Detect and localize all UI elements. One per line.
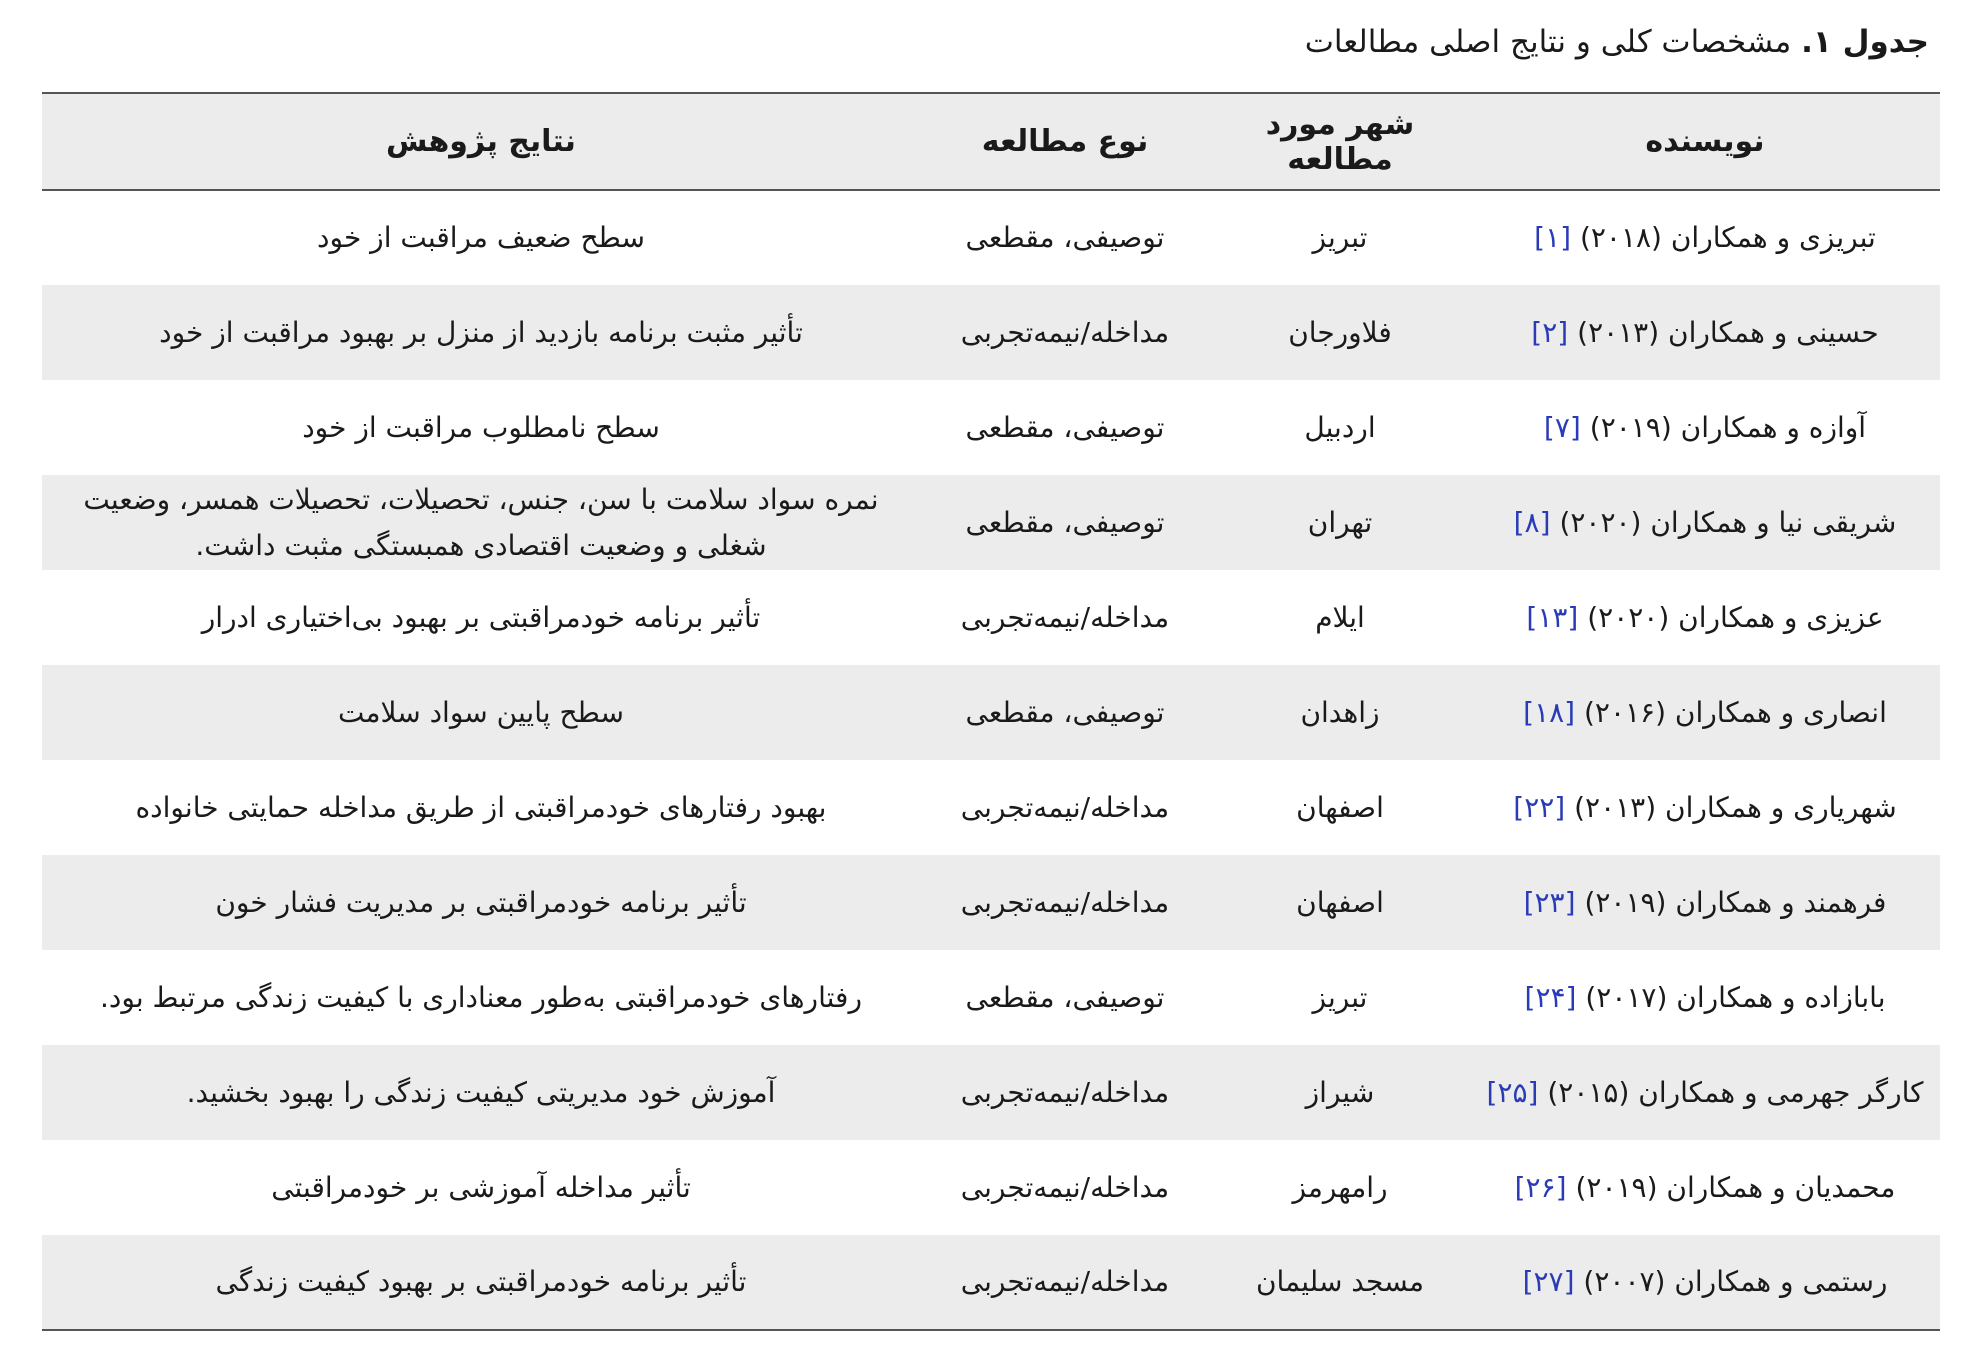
table-body <box>42 190 1940 1330</box>
city-cell: اردبیل <box>1304 410 1376 444</box>
author-name: آوازه و همکاران (۲۰۱۹) <box>1589 410 1867 444</box>
table-row <box>42 855 1940 950</box>
city-cell: اصفهان <box>1296 790 1384 824</box>
table-row <box>42 760 1940 855</box>
header-city: شهر مورد مطالعه <box>1265 106 1415 177</box>
author-name: حسینی و همکاران (۲۰۱۳) <box>1577 315 1879 349</box>
study-type-cell: توصیفی، مقطعی <box>965 410 1165 444</box>
result-cell: تأثیر مثبت برنامه بازدید از منزل بر بهبود مراقبت از خود <box>159 315 803 349</box>
table-row <box>42 1140 1940 1235</box>
city-cell: اصفهان <box>1296 885 1384 919</box>
city-cell: تبریز <box>1312 980 1368 1014</box>
caption-text: مشخصات کلی و نتایج اصلی مطالعات <box>1304 24 1802 60</box>
study-type-cell: توصیفی، مقطعی <box>965 695 1165 729</box>
author-name: بابازاده و همکاران (۲۰۱۷) <box>1585 980 1886 1014</box>
author-cell <box>1470 1235 1940 1330</box>
city-cell: زاهدان <box>1300 695 1380 729</box>
study-type-cell: مداخله/نیمه‌تجربی <box>960 790 1170 824</box>
reference-link[interactable]: [۲۲] <box>1513 790 1566 824</box>
reference-link[interactable]: [۲۵] <box>1486 1075 1539 1109</box>
study-type-cell: مداخله/نیمه‌تجربی <box>960 315 1170 349</box>
author-name: تبریزی و همکاران (۲۰۱۸) <box>1579 221 1876 254</box>
table-row <box>42 1045 1940 1140</box>
study-type-cell: مداخله/نیمه‌تجربی <box>960 885 1170 919</box>
city-cell: تبریز <box>1312 221 1368 254</box>
author-cell <box>1470 665 1940 760</box>
table-caption <box>1305 22 1929 62</box>
study-type-cell: مداخله/نیمه‌تجربی <box>960 1170 1170 1204</box>
table-row <box>42 285 1940 380</box>
header-author: نویسنده <box>1645 124 1765 159</box>
studies-table <box>42 92 1940 1331</box>
city-cell: مسجد سلیمان <box>1255 1265 1425 1298</box>
city-cell: تهران <box>1307 505 1373 539</box>
table-row <box>42 380 1940 475</box>
author-cell <box>1470 475 1940 570</box>
author-cell <box>1470 855 1940 950</box>
author-name: فرهمند و همکاران (۲۰۱۹) <box>1584 885 1887 919</box>
city-cell: فلاورجان <box>1288 315 1392 349</box>
result-cell: تأثیر برنامه خودمراقبتی بر بهبود کیفیت زندگی <box>215 1265 747 1298</box>
result-cell: سطح ضعیف مراقبت از خود <box>317 221 645 254</box>
result-cell: تأثیر برنامه خودمراقبتی بر بهبود بی‌اختیاری ادرار <box>201 600 761 634</box>
result-cell: نمره سواد سلامت با سن، جنس، تحصیلات، تحصیلات همسر، وضعیت شغلی و وضعیت اقتصادی همبستگی مثبت داشت. <box>83 482 879 562</box>
reference-link[interactable]: [۲۶] <box>1514 1170 1567 1204</box>
caption-label: جدول ۱. <box>1801 24 1929 60</box>
city-cell: ایلام <box>1315 600 1365 634</box>
reference-link[interactable]: [۲۳] <box>1523 885 1576 919</box>
header-row <box>42 93 1940 190</box>
result-cell: آموزش خود مدیریتی کیفیت زندگی را بهبود بخشید. <box>186 1075 776 1109</box>
author-name: شریقی نیا و همکاران (۲۰۲۰) <box>1559 505 1897 539</box>
study-type-cell: توصیفی، مقطعی <box>965 221 1165 254</box>
author-cell <box>1470 380 1940 475</box>
reference-link[interactable]: [۱] <box>1534 221 1572 254</box>
study-type-cell: مداخله/نیمه‌تجربی <box>960 600 1170 634</box>
author-cell <box>1470 190 1940 285</box>
study-type-cell: مداخله/نیمه‌تجربی <box>960 1265 1170 1298</box>
reference-link[interactable]: [۸] <box>1513 505 1551 539</box>
table-header <box>42 93 1940 190</box>
header-study-type: نوع مطالعه <box>981 124 1149 159</box>
author-cell <box>1470 950 1940 1045</box>
table-row <box>42 475 1940 570</box>
table-row <box>42 950 1940 1045</box>
study-type-cell: مداخله/نیمه‌تجربی <box>960 1075 1170 1109</box>
study-type-cell: توصیفی، مقطعی <box>965 980 1165 1014</box>
header-results: نتایج پژوهش <box>386 124 576 159</box>
studies-table-container <box>42 92 1940 1331</box>
result-cell: تأثیر مداخله آموزشی بر خودمراقبتی <box>271 1170 691 1204</box>
study-type-cell: توصیفی، مقطعی <box>965 505 1165 539</box>
result-cell: سطح پایین سواد سلامت <box>338 695 624 729</box>
result-cell: رفتارهای خودمراقبتی به‌طور معناداری با کیفیت زندگی مرتبط بود. <box>100 980 862 1014</box>
city-cell: رامهرمز <box>1292 1170 1388 1204</box>
author-name: رستمی و همکاران (۲۰۰۷) <box>1583 1265 1888 1298</box>
author-cell <box>1470 1140 1940 1235</box>
author-name: محمدیان و همکاران (۲۰۱۹) <box>1575 1170 1896 1204</box>
city-cell: شیراز <box>1305 1075 1375 1109</box>
reference-link[interactable]: [۲] <box>1531 315 1569 349</box>
author-name: انصاری و همکاران (۲۰۱۶) <box>1583 695 1887 729</box>
reference-link[interactable]: [۱۸] <box>1523 695 1576 729</box>
result-cell: بهبود رفتارهای خودمراقبتی از طریق مداخله حمایتی خانواده <box>135 790 827 824</box>
reference-link[interactable]: [۲۴] <box>1524 980 1577 1014</box>
table-row <box>42 190 1940 285</box>
table-row <box>42 665 1940 760</box>
author-cell <box>1470 570 1940 665</box>
author-cell <box>1470 1045 1940 1140</box>
author-name: شهریاری و همکاران (۲۰۱۳) <box>1574 790 1897 824</box>
author-name: عزیزی و همکاران (۲۰۲۰) <box>1587 600 1884 634</box>
reference-link[interactable]: [۷] <box>1543 410 1581 444</box>
reference-link[interactable]: [۱۳] <box>1526 600 1579 634</box>
table-row <box>42 1235 1940 1330</box>
author-cell <box>1470 285 1940 380</box>
result-cell: سطح نامطلوب مراقبت از خود <box>302 410 660 444</box>
reference-link[interactable]: [۲۷] <box>1522 1265 1575 1298</box>
author-name: کارگر جهرمی و همکاران (۲۰۱۵) <box>1547 1075 1924 1109</box>
result-cell: تأثیر برنامه خودمراقبتی بر مدیریت فشار خون <box>215 885 747 919</box>
author-cell <box>1470 760 1940 855</box>
table-row <box>42 570 1940 665</box>
